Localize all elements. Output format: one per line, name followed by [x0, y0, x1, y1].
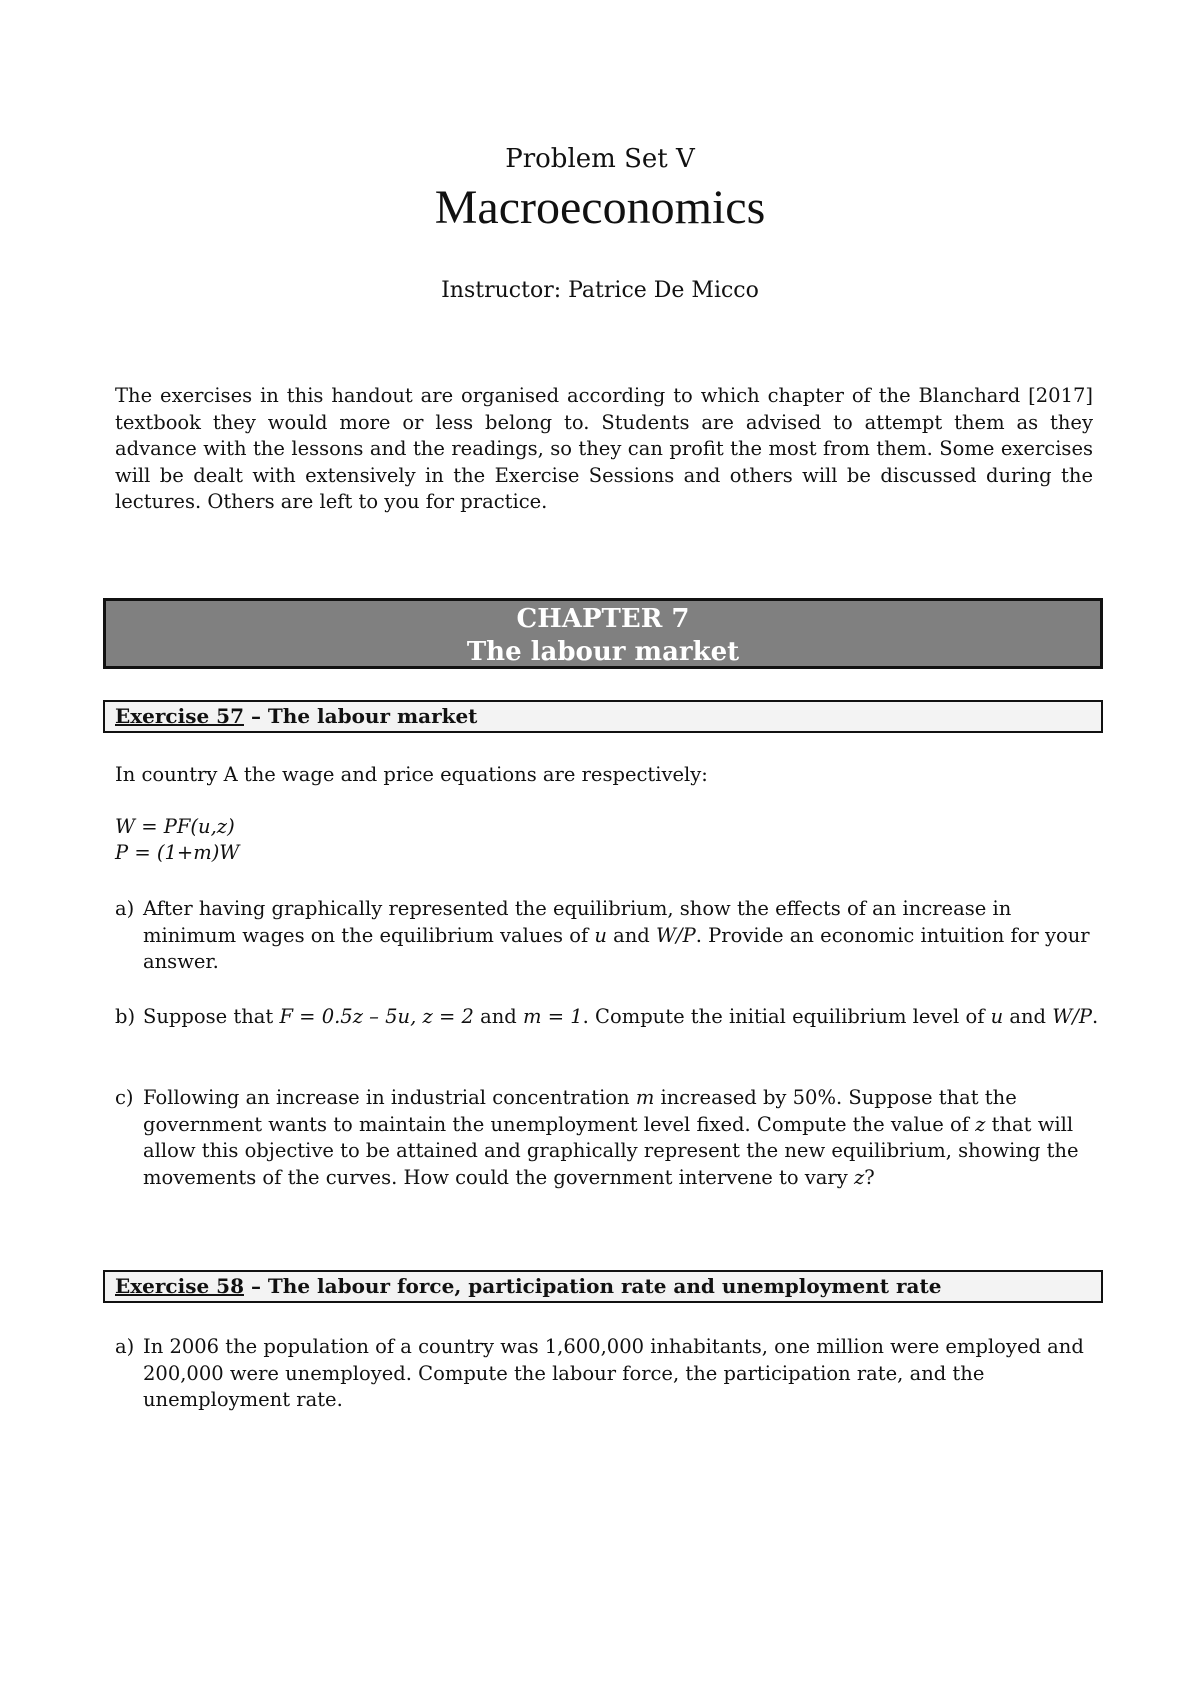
exercise-57-part-c	[115, 1085, 1100, 1191]
exercise-58-part-a	[115, 1334, 1100, 1414]
exercise-57-part-b	[115, 1004, 1100, 1031]
exercise-58-header	[103, 1270, 1103, 1303]
part-c-label: c)	[115, 1086, 134, 1109]
exercise-57-intro: In country A the wage and price equations are respectively:	[115, 763, 708, 786]
exercise-57-title: – The labour market	[243, 704, 478, 728]
title-block	[0, 142, 1200, 306]
chapter-banner	[103, 598, 1103, 669]
instructor-line: Instructor: Patrice De Micco	[441, 278, 759, 303]
price-equation: P = (1+m)W	[115, 841, 240, 864]
intro-paragraph: The exercises in this handout are organised according to which chapter of the Blanchard [2017] textbook they would more or less belong to. Students are advised to attempt them as they advance with the lessons and the readings, so they can profit the most from them. Some exercises will be dealt with extensively in the Exercise Sessions and others will be discussed during the lectures. Others are left to you for practice.	[115, 384, 1093, 513]
exercise-58-title: – The labour force, participation rate and unemployment rate	[243, 1274, 942, 1298]
ex58-part-a-text: In 2006 the population of a country was 1,600,000 inhabitants, one million were employed and 200,000 were unemployed. Compute the labour force, the participation rate, and the unemployment rate.	[143, 1335, 1084, 1411]
part-b-label: b)	[115, 1005, 136, 1028]
exercise-57-header	[103, 700, 1103, 733]
ex58-part-a-label: a)	[115, 1335, 135, 1358]
part-b-text: Suppose that F = 0.5z – 5u, z = 2 and m = 1. Compute the initial equilibrium level of u and W/P.	[143, 1005, 1099, 1028]
part-a-text: After having graphically represented the equilibrium, show the effects of an increase in minimum wages on the equilibrium values of u and W/P. Provide an economic intuition for your answer.	[143, 897, 1090, 973]
chapter-number: CHAPTER 7	[516, 604, 690, 634]
exercise-57-number: Exercise 57	[115, 704, 244, 728]
exercise-57-part-a	[115, 896, 1100, 976]
part-a-label: a)	[115, 897, 135, 920]
wage-equation: W = PF(u,z)	[115, 815, 235, 838]
course-title: Macroeconomics	[434, 181, 766, 234]
chapter-title: The labour market	[466, 637, 740, 667]
part-c-text: Following an increase in industrial concentration m increased by 50%. Suppose that the government wants to maintain the unemployment level fixed. Compute the value of z that will allow this objective to be attained and graphically represent the new equilibrium, showing the movements of the curves. How could the government intervene to vary z?	[143, 1086, 1079, 1189]
problem-set-subtitle: Problem Set V	[505, 144, 695, 174]
exercise-58-number: Exercise 58	[115, 1274, 244, 1298]
